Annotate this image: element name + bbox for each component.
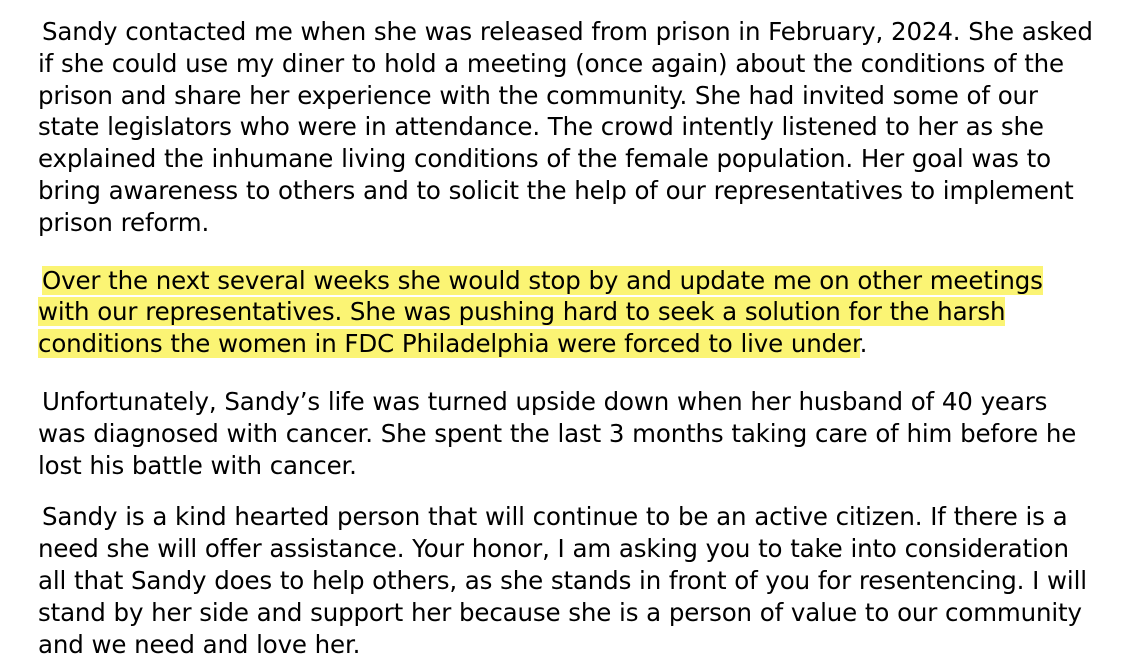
paragraph-spacer-3	[38, 481, 1100, 501]
paragraph-3	[38, 386, 1100, 481]
paragraph-1-text: Sandy contacted me when she was released from prison in February, 2024. She asked if she could use my diner to hold a meeting (once again) about the conditions of the prison and share her experience with the community. She had invited some of our state legislators who were in attendance. The crowd intently listened to her as she explained the inhumane living conditions of the female population. Her goal was to bring awareness to others and to solicit the help of our representatives to implement prison reform.	[38, 17, 1093, 237]
paragraph-2-highlighted-text: Over the next several weeks she would stop by and update me on other meetings with our representatives. She was pushing hard to seek a solution for the harsh conditions the women in FDC Philadelphia were forced to live under	[38, 265, 1043, 359]
paragraph-spacer-1	[38, 239, 1100, 265]
document-body	[38, 16, 1100, 660]
paragraph-spacer-2	[38, 360, 1100, 386]
paragraph-2	[38, 265, 1100, 360]
paragraph-4	[38, 501, 1100, 660]
paragraph-4-text: Sandy is a kind hearted person that will continue to be an active citizen. If there is a need she will offer assistance. Your honor, I am asking you to take into consideration all that Sandy does to help others, as she stands in front of you for resentencing. I will stand by her side and support her because she is a person of value to our community and we need and love her.	[38, 502, 1087, 659]
paragraph-2-trailing-text: .	[859, 329, 868, 359]
paragraph-3-text: Unfortunately, Sandy’s life was turned upside down when her husband of 40 years was diagnosed with cancer. She spent the last 3 months taking care of him before he lost his battle with cancer.	[38, 386, 1077, 480]
paragraph-1	[38, 16, 1100, 239]
